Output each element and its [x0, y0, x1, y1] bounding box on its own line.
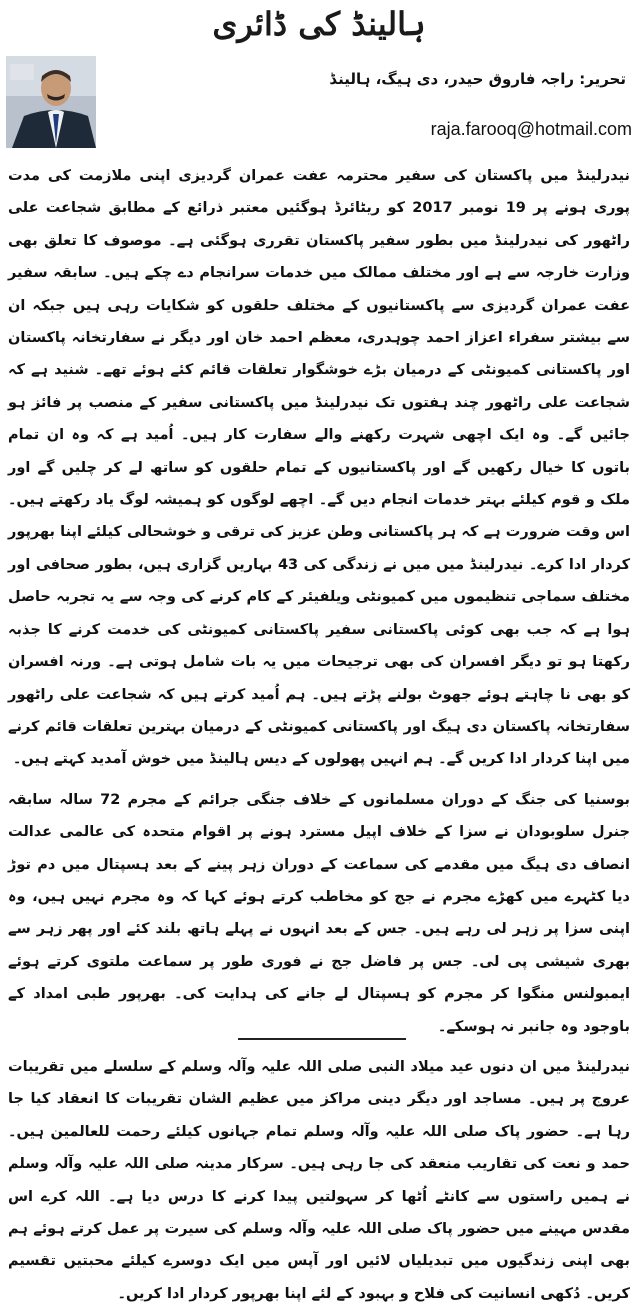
paragraph-milad: نیدرلینڈ میں ان دنوں عید میلاد النبی صلی اللہ علیہ وآلہ وسلم کے سلسلے میں تقریبات عروج پر ہیں۔ مساجد اور دیگر دینی مراکز میں عظیم الشان تقریبات کا انعقاد کیا جا رہا ہے۔ حضور پاک صلی اللہ علیہ وآلہ وسلم تمام جہانوں کیلئے رحمت للعالمین ہیں۔ حمد و نعت کی تقاریب منعقد کی جا رہی ہیں۔ سرکار مدینہ صلی اللہ علیہ وآلہ وسلم نے ہمیں راستوں سے کانٹے اُٹھا کر سہولتیں پیدا کرنے کا درس دیا ہے۔ اللہ کرے اس مقدس مہینے میں حضور پاک صلی اللہ علیہ وآلہ وسلم کی سیرت پر عمل کرتے ہوئے ہم بھی اپنی زندگیوں میں تبدیلیاں لائیں اور آپس میں ایک دوسرے کیلئے محبتیں تقسیم کریں۔ دُکھی انسانیت کی فلاح و بہبود کے لئے اپنا بھرپور کردار ادا کریں۔: [8, 1058, 630, 1302]
author-portrait-image: [6, 56, 96, 148]
article-title: ہالینڈ کی ڈائری: [212, 5, 426, 43]
author-email[interactable]: raja.farooq@hotmail.com: [430, 119, 632, 139]
end-divider: [238, 1038, 406, 1040]
author-byline: تحریر: راجہ فاروق حیدر، دی ہیگ، ہالینڈ: [329, 70, 626, 88]
paragraph-ambassador: نیدرلینڈ میں پاکستان کی سفیر محترمہ عفت عمران گردیزی اپنی ملازمت کی مدت پوری ہونے پر 19 نومبر 2017 کو ریٹائرڈ ہوگئیں معتبر ذرائع کے مطابق شجاعت علی راٹھور کی نیدرلینڈ میں بطور سفیر پاکستان تقرری ہوگئی ہے۔ موصوف کا تعلق بھی وزارت خارجہ سے ہے اور مختلف ممالک میں خدمات سرانجام دے چکے ہیں۔ سابقہ سفیر عفت عمران گردیزی سے پاکستانیوں کے مختلف حلقوں کو شکایات رہی ہیں جبکہ ان سے بیشتر سفراء اعزاز احمد چوہدری، معظم احمد خان اور دیگر نے سفارتخانہ پاکستان اور پاکستانی کمیونٹی کے درمیان بڑے خوشگوار تعلقات قائم کئے ہوئے تھے۔ شنید ہے کہ شجاعت علی راٹھور چند ہفتوں تک نیدرلینڈ میں پاکستانی سفیر کے منصب پر فائز ہو جائیں گے۔ وہ ایک اچھی شہرت رکھنے والے سفارت کار ہیں۔ اُمید ہے کہ وہ ان تمام باتوں کا خیال رکھیں گے اور پاکستانیوں کے تمام حلقوں کو ساتھ لے کر چلیں گے اور ملک و قوم کیلئے بہتر خدمات انجام دیں گے۔ اچھے لوگوں کو ہمیشہ لوگ یاد رکھتے ہیں۔ اس وقت ضرورت ہے کہ ہر پاکستانی وطن عزیز کی ترقی و خوشحالی کیلئے اپنا بھرپور کردار ادا کرے۔ نیدرلینڈ میں میں نے زندگی کی 43 بہاریں گزاری ہیں، بطور صحافی اور مختلف سماجی تنظیموں میں کمیونٹی ویلفیئر کے کام کرنے کی وجہ سے یہ تجربہ حاصل ہوا ہے کہ جب بھی کوئی پاکستانی سفیر پاکستانی کمیونٹی کی خدمت کرنے کا جذبہ رکھتا ہو تو دیگر افسران کی بھی ترجیحات میں یہ بات شامل ہوتی ہے۔ ورنہ افسران کو بھی نا چاہتے ہوئے جھوٹ بولنے پڑتے ہیں۔ ہم اُمید کرتے ہیں کہ شجاعت علی راٹھور سفارتخانہ پاکستان دی ہیگ اور پاکستانی کمیونٹی کے درمیان بہترین تعلقات قائم کرنے میں اپنا کردار ادا کریں گے۔ ہم انہیں پھولوں کے دیس ہالینڈ میں خوش آمدید کہتے ہیں۔: [8, 168, 630, 768]
article-body: [8, 160, 630, 1302]
paragraph-war-crimes: بوسنیا کی جنگ کے دوران مسلمانوں کے خلاف جنگی جرائم کے مجرم 72 سالہ سابقہ جنرل سلوبودان نے سزا کے خلاف اپیل مسترد ہونے پر اقوام متحدہ کی عالمی عدالت انصاف دی ہیگ میں مقدمے کی سماعت کے دوران زہر پینے کے بعد ہسپتال میں دم توڑ دیا کٹہرے میں کھڑے مجرم نے جج کو مخاطب کرتے ہوئے کہا کہ وہ مجرم نہیں ہیں، وہ اپنی سزا پر زہر لی رہے ہیں۔ جس کے بعد انہوں نے پہلے ہاتھ بلند کئے اور پھر زہر سے بھری شیشی پی لی۔ جس پر فاضل جج نے فوری طور پر سماعت ملتوی کرتے ہوئے ایمبولنس منگوا کر مجرم کو ہسپتال لے جانے کی ہدایت کی۔ بھرپور طبی امداد کے باوجود وہ جانبر نہ ہوسکے۔: [8, 791, 630, 1035]
author-photo: [6, 56, 96, 148]
